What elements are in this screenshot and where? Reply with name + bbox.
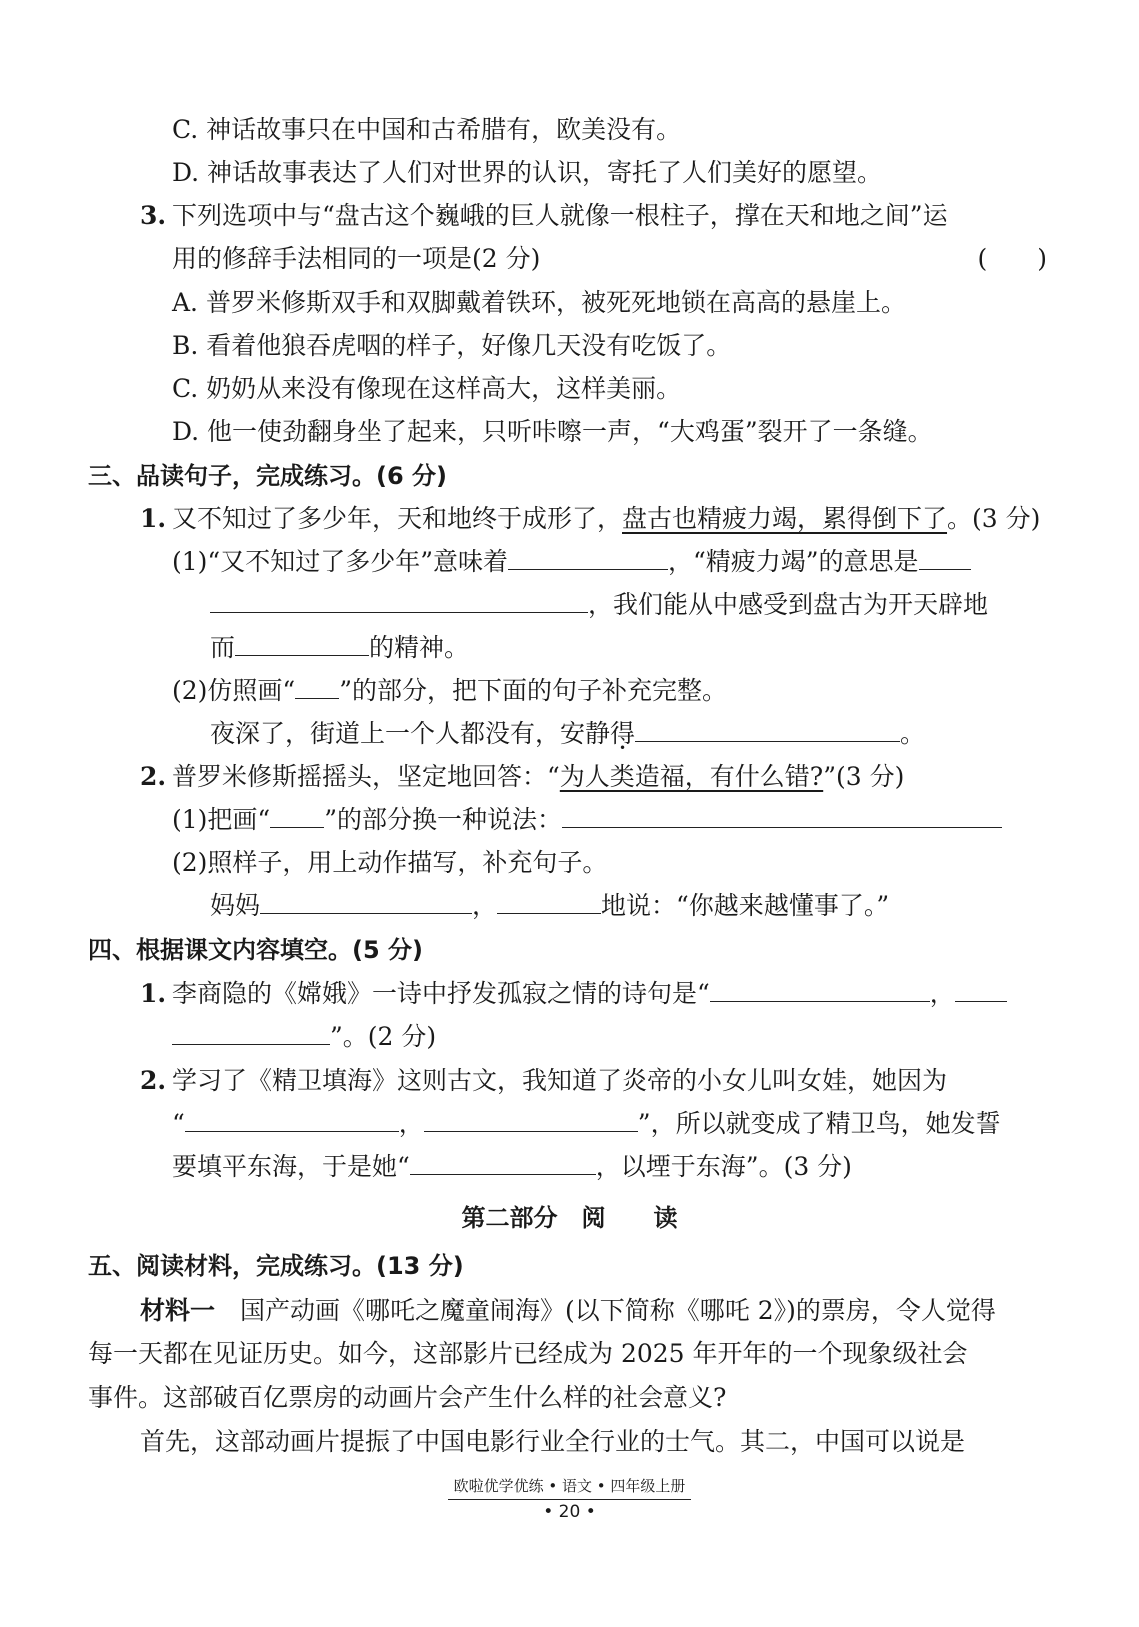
q3-option-a: A. 普罗米修斯双手和双脚戴着铁环，被死死地锁在高高的悬崖上。	[172, 288, 906, 317]
s3-q1-underlined: 盘古也精疲力竭，累得倒下了	[622, 504, 948, 533]
s3-q2-1-line	[172, 802, 1002, 838]
s5-para1-line1	[140, 1293, 996, 1329]
section3-heading: 三、品读句子，完成练习。(6 分)	[88, 462, 447, 490]
s4-q1-line	[172, 976, 1007, 1012]
answer-blank[interactable]	[919, 545, 971, 570]
s3-q2-2-c: 地说：“你越来越懂事了。”	[601, 891, 890, 920]
answer-blank[interactable]	[260, 889, 472, 914]
answer-blank[interactable]	[424, 1107, 638, 1132]
s3-q1-1-a: (1)“又不知过了多少年”意味着	[172, 547, 508, 576]
material-label: 材料一	[140, 1296, 216, 1325]
answer-blank[interactable]	[172, 1020, 330, 1045]
s3-q2-2-fill-line	[210, 888, 889, 924]
s4-q2-d: ”，所以就变成了精卫鸟，她发誓	[637, 1109, 1001, 1138]
answer-blank[interactable]	[955, 977, 1007, 1002]
s5-para2-line1: 首先，这部动画片提振了中国电影行业全行业的士气。其二，中国可以说是	[140, 1427, 966, 1456]
answer-blank[interactable]	[410, 1150, 596, 1175]
s3-q1-1-d: 而	[210, 633, 236, 662]
s4-q2-line3	[172, 1149, 852, 1185]
q3-answer-paren: ( )	[977, 244, 1047, 273]
s5-para1-line2: 每一天都在见证历史。如今，这部影片已经成为 2025 年开年的一个现象级社会	[88, 1339, 968, 1368]
s4-q2-c: ，	[398, 1109, 424, 1138]
q3-stem-line2: 用的修辞手法相同的一项是(2 分)	[172, 244, 541, 273]
s3-q1-2-line	[172, 673, 727, 709]
footer-book-title	[0, 1475, 1139, 1500]
s3-q1-sentence	[172, 501, 1040, 537]
s3-q1-2-b: ”的部分，把下面的句子补充完整。	[339, 676, 727, 705]
q3-stem-line1: 下列选项中与“盘古这个巍峨的巨人就像一根柱子，撑在天和地之间”运	[172, 201, 948, 230]
s3-q1-2-c: 夜深了，街道上一个人都没有，安静	[210, 719, 611, 748]
s3-q2-1-a: (1)把画“	[172, 805, 271, 834]
s3-q2-2-a: 妈妈	[210, 891, 261, 920]
s3-q2-number: 2.	[140, 762, 167, 791]
s4-q2-number: 2.	[140, 1066, 167, 1095]
q3-option-c: C. 奶奶从来没有像现在这样高大，这样美丽。	[172, 374, 682, 403]
s4-q1-number: 1.	[140, 979, 167, 1008]
s3-q2-underlined: 为人类造福，有什么错?	[559, 762, 824, 791]
section5-heading: 五、阅读材料，完成练习。(13 分)	[88, 1252, 464, 1280]
q2-option-d: D. 神话故事表达了人们对世界的认识，寄托了人们美好的愿望。	[172, 158, 883, 187]
s5-p1a: 国产动画《哪吒之魔童闹海》(以下简称《哪吒 2》)的票房，令人觉得	[215, 1296, 996, 1325]
s4-q1-b: ，	[929, 979, 955, 1008]
s3-q2-sentence	[172, 759, 904, 795]
s3-q1-1-b: ，“精疲力竭”的意思是	[667, 547, 919, 576]
answer-blank[interactable]	[235, 631, 369, 656]
s3-q1-2-a: (2)仿照画“	[172, 676, 296, 705]
s3-q1-1-c: ，我们能从中感受到盘古为开天辟地	[588, 590, 989, 619]
s3-q2-2-b: ，	[472, 891, 498, 920]
s3-q1-number: 1.	[140, 504, 167, 533]
emphasis-dot-char: 得	[610, 719, 636, 748]
answer-blank[interactable]	[185, 1107, 399, 1132]
s3-q2-post: ”(3 分)	[823, 762, 905, 791]
s3-q1-1-line	[172, 544, 971, 580]
s3-q1-post: 。(3 分)	[947, 504, 1041, 533]
answer-blank[interactable]	[635, 717, 900, 742]
s3-q1-pre: 又不知过了多少年，天和地终于成形了，	[172, 504, 623, 533]
answer-blank[interactable]	[710, 977, 930, 1002]
q3-option-d: D. 他一使劲翻身坐了起来，只听咔嚓一声，“大鸡蛋”裂开了一条缝。	[172, 417, 933, 446]
s3-q1-1-line3	[210, 630, 469, 666]
s4-q2-line2	[172, 1106, 1001, 1142]
section4-heading: 四、根据课文内容填空。(5 分)	[88, 936, 423, 964]
s3-q2-1-b: ”的部分换一种说法：	[324, 805, 562, 834]
q3-number: 3.	[140, 201, 167, 230]
answer-blank[interactable]	[562, 803, 1002, 828]
s3-q1-1-line2	[210, 587, 988, 623]
part2-title: 第二部分 阅 读	[461, 1204, 678, 1232]
s4-q2-e: 要填平东海，于是她“	[172, 1152, 410, 1181]
underline-sample	[270, 803, 324, 828]
s3-q1-1-e: 的精神。	[369, 633, 470, 662]
s4-q1-line2	[172, 1019, 436, 1055]
s3-q1-2-fill-line	[210, 716, 925, 752]
answer-blank[interactable]	[210, 588, 588, 613]
s4-q1-c: ”。(2 分)	[330, 1022, 437, 1051]
answer-blank[interactable]	[508, 545, 668, 570]
s3-q2-pre: 普罗米修斯摇摇头，坚定地回答：“	[172, 762, 560, 791]
s5-para1-line3: 事件。这部破百亿票房的动画片会产生什么样的社会意义?	[88, 1383, 727, 1412]
answer-blank[interactable]	[497, 889, 601, 914]
page-number: • 20 •	[543, 1502, 596, 1522]
s3-q2-2: (2)照样子，用上动作描写，补充句子。	[172, 848, 608, 877]
s4-q2-f: ，以堙于东海”。(3 分)	[595, 1152, 852, 1181]
s3-q1-2-d: 。	[900, 719, 926, 748]
underline-sample	[295, 674, 339, 699]
q2-option-c: C. 神话故事只在中国和古希腊有，欧美没有。	[172, 115, 682, 144]
s4-q2-a: 学习了《精卫填海》这则古文，我知道了炎帝的小女儿叫女娃，她因为	[172, 1066, 948, 1095]
s4-q1-a: 李商隐的《嫦娥》一诗中抒发孤寂之情的诗句是“	[172, 979, 710, 1008]
q3-option-b: B. 看着他狼吞虎咽的样子，好像几天没有吃饭了。	[172, 331, 732, 360]
footer-book: 欧啦优学优练 • 语文 • 四年级上册	[448, 1475, 692, 1500]
s4-q2-b: “	[172, 1109, 185, 1138]
